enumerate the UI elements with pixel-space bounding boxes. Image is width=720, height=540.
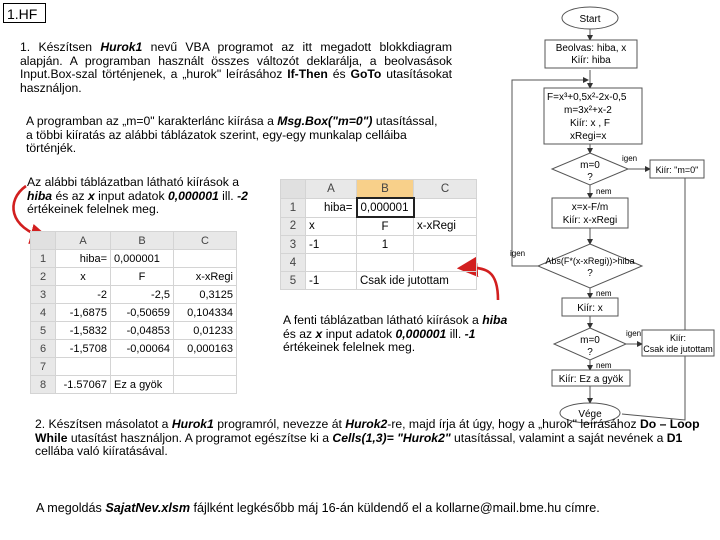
task1-program-name: Hurok1 (100, 40, 143, 54)
flow-yes3: igen (626, 329, 642, 338)
cell: hiba= (56, 250, 111, 268)
task-badge: 1.HF (3, 3, 46, 23)
task2-d1: D1 (666, 430, 683, 445)
note-right-v3: 0,000001 (395, 326, 447, 341)
task2-a: 2. Készítsen másolatot a (35, 417, 172, 431)
col-header: C (174, 232, 237, 250)
note-right-v1: hiba (482, 313, 508, 327)
note-left (27, 176, 267, 217)
cell: -0,04853 (111, 322, 174, 340)
task1-paragraph (20, 41, 452, 95)
task2-e: utasítással, valamint a saját nevének a (450, 430, 667, 445)
cell (414, 236, 477, 254)
flow-dec2-label: Abs(F*(x-xRegi))>hiba (545, 256, 635, 266)
cell: 1 (357, 236, 414, 254)
row-header: 7 (31, 358, 56, 376)
row-header: 6 (31, 340, 56, 358)
task1-kw2: GoTo (350, 67, 382, 81)
row-header: 5 (281, 272, 306, 290)
flow-yes2: igen (510, 249, 526, 258)
cell: 0,01233 (174, 322, 237, 340)
cell (357, 254, 414, 272)
row-header: 8 (31, 376, 56, 394)
excel-table-left (30, 231, 237, 394)
cell (174, 250, 237, 268)
row-header: 1 (281, 198, 306, 217)
cell (174, 376, 237, 394)
row-header: 1 (31, 250, 56, 268)
cell: F (111, 268, 174, 286)
msgbox-code: Msg.Box("m=0") (277, 114, 373, 128)
note-left-b: és az (52, 188, 88, 203)
row-header: 4 (281, 254, 306, 272)
cell: x-xRegi (174, 268, 237, 286)
flow-read-label: Beolvas: hiba, x (555, 43, 627, 54)
row-header: 2 (31, 268, 56, 286)
flow-out-root-label: Kiír: Ez a gyök (558, 374, 624, 385)
cell: x (306, 217, 357, 236)
flow-read-label2: Kiír: hiba (571, 55, 611, 66)
flow-upd-line: Kiír: x-xRegi (562, 215, 618, 226)
flow-out-only-1: Kiír: (669, 333, 687, 343)
note-right-v2: x (315, 326, 323, 341)
flow-dec2-q: ? (587, 268, 593, 279)
note-left-v2: x (87, 188, 95, 203)
note-left-v1: hiba (27, 188, 53, 203)
task2-f: cellába való kiíratásával. (35, 444, 168, 458)
note-left-c: input adatok (94, 188, 168, 203)
flow-no3: nem (596, 361, 612, 370)
task1-lead: 1. Készítsen (20, 40, 101, 54)
cell-selected[interactable]: 0,000001 (357, 198, 414, 217)
flow-out-only-2: Csak ide jutottam (643, 344, 713, 354)
col-header: B (357, 180, 414, 199)
col-header: B (111, 232, 174, 250)
note-right-e: értékeinek felelnek meg. (283, 340, 416, 354)
cell (306, 254, 357, 272)
task2-kw: Do – Loop While (35, 417, 700, 445)
msgbox-paragraph (26, 115, 442, 156)
cell: -2,5 (111, 286, 174, 304)
flow-yes1: igen (622, 154, 638, 163)
note-left-a: Az alábbi táblázatban látható kiírások a (27, 175, 240, 189)
row-header: 3 (281, 236, 306, 254)
note-right (283, 314, 515, 355)
cell: 0,000001 (111, 250, 174, 268)
flow-calc-line: xRegi=x (570, 131, 607, 142)
msgbox-text-a: A programban az „m=0" karakterlánc kiírása a (26, 114, 278, 128)
flow-start-label: Start (579, 14, 601, 25)
task1-kw1: If-Then (287, 67, 328, 81)
flow-upd-line: x=x-F/m (571, 202, 609, 213)
flow-no1: nem (596, 187, 612, 196)
corner-cell (281, 180, 306, 199)
note-left-d: ill. (218, 188, 238, 203)
flow-calc-line: Kiír: x , F (570, 118, 610, 129)
row-header: 5 (31, 322, 56, 340)
note-left-v3: 0,000001 (167, 188, 219, 203)
cell: 0,3125 (174, 286, 237, 304)
flow-calc-line: F=x³+0,5x²-2x-0,5 (547, 92, 627, 103)
cell: -1.57067 (56, 376, 111, 394)
cell: -1,5832 (56, 322, 111, 340)
flow-dec3-label: m=0 (580, 335, 600, 346)
row-header: 4 (31, 304, 56, 322)
col-header: C (414, 180, 477, 199)
task2-n1: Hurok1 (171, 417, 214, 431)
cell (111, 358, 174, 376)
note-right-a: A fenti táblázatban látható kiírások a (283, 313, 483, 327)
note-left-e: értékeinek felelnek meg. (27, 202, 160, 216)
note-right-d: ill. (446, 326, 465, 341)
flow-decision-abs (538, 244, 642, 288)
task2-n2: Hurok2 (345, 417, 388, 431)
task2-d: utasítást használjon. A programot egészítse ki a (67, 430, 333, 445)
flow-calc-line: m=3x²+x-2 (564, 105, 612, 116)
row-header: 3 (31, 286, 56, 304)
cell: -1 (306, 236, 357, 254)
cell: -2 (56, 286, 111, 304)
cell (414, 198, 477, 217)
task1-end: utasításokat használjon. (20, 67, 452, 95)
cell: F (357, 217, 414, 236)
task2-c: -re, majd írja át úgy, hogy a „hurok" leírásához (387, 417, 640, 431)
cell: -1,5708 (56, 340, 111, 358)
cell: -0,00064 (111, 340, 174, 358)
note-right-b: és az (283, 326, 316, 341)
flow-dec3-q: ? (587, 347, 593, 358)
note-left-v4: -2 (237, 188, 248, 203)
task2-b: programról, nevezze át (213, 417, 346, 431)
footer-file: SajatNev.xlsm (105, 501, 191, 515)
cell (414, 254, 477, 272)
col-header: A (306, 180, 357, 199)
task1-rest: nevű VBA programot az itt megadott blokkdiagram alapján. A programban használt összes változót deklarálja, a beolvasások Input.Box-szal történjenek, a „hurok" leírásához (20, 40, 452, 81)
cell: Ez a gyök (111, 376, 174, 394)
corner-cell (31, 232, 56, 250)
flow-end-label: Vége (578, 409, 602, 420)
cell (174, 358, 237, 376)
flow-dec1-q: ? (587, 172, 593, 183)
cell: -0,50659 (111, 304, 174, 322)
cell (56, 358, 111, 376)
flow-out-x-label: Kiír: x (577, 303, 603, 314)
task1-mid: és (327, 67, 351, 81)
flow-out-m0-label: Kiír: "m=0" (655, 165, 699, 175)
note-right-c: input adatok (322, 326, 396, 341)
cell: 0,104334 (174, 304, 237, 322)
flow-dec1-label: m=0 (580, 160, 600, 171)
cell: x-xRegi (414, 217, 477, 236)
footer-instruction (36, 501, 696, 515)
flowchart (500, 0, 720, 430)
cell: -1,6875 (56, 304, 111, 322)
cell: 0,000163 (174, 340, 237, 358)
col-header: A (56, 232, 111, 250)
flow-no2: nem (596, 289, 612, 298)
cell: -1 (306, 272, 357, 290)
cell: Csak ide jutottam (357, 272, 477, 290)
msgbox-text-b: utasítással, a többi kiíratás az alábbi táblázatok szerint, egy-egy munkalap celláiba történjék. (26, 114, 438, 155)
task2-paragraph (35, 418, 705, 459)
excel-table-right (280, 179, 477, 290)
cell: hiba= (306, 198, 357, 217)
footer-b: fájlként legkésőbb máj 16-án küldendő el a kollarne@mail.bme.hu címre. (190, 501, 600, 515)
row-header: 2 (281, 217, 306, 236)
cell: x (56, 268, 111, 286)
footer-a: A megoldás (36, 501, 106, 515)
note-right-v4: -1 (464, 326, 476, 341)
task2-cells: Cells(1,3)= "Hurok2" (332, 430, 451, 445)
